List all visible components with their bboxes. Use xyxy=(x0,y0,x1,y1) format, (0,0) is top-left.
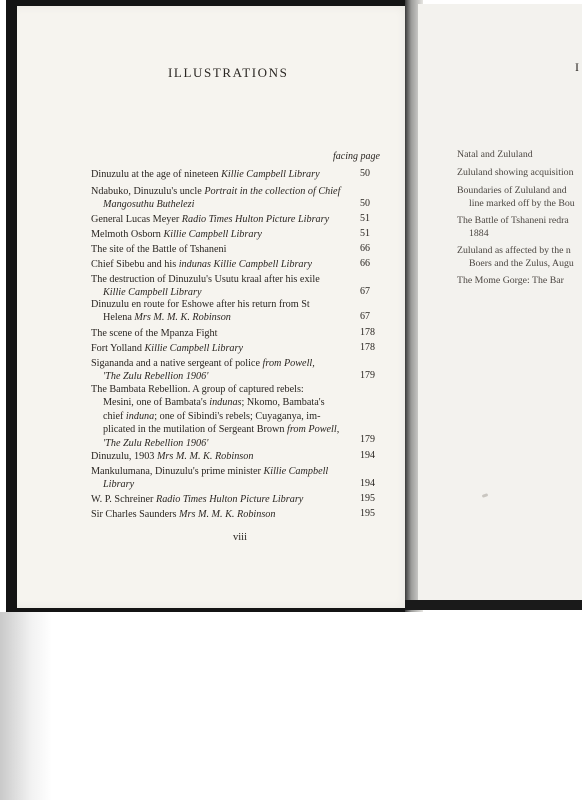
entry-text-line xyxy=(91,396,349,409)
entry-text-line xyxy=(91,311,349,324)
entry-text: ; one of Sibindi's rebels; Cuyaganya, im- xyxy=(154,410,321,422)
right-page xyxy=(418,4,582,604)
right-list-item xyxy=(457,166,582,179)
entry-text: Helena xyxy=(103,312,135,324)
page-number: 50 xyxy=(360,168,370,179)
entry-italic: indunas xyxy=(209,397,242,409)
right-list-item xyxy=(457,214,582,240)
right-list-item xyxy=(457,148,582,161)
list-item xyxy=(91,243,349,256)
entry-italic: Mrs M. M. K. Robinson xyxy=(179,509,276,520)
entry-italic: Killie Campbell Library xyxy=(163,229,262,240)
entry-text: Sir Charles Saunders xyxy=(91,509,179,520)
entry-text: The scene of the Mpanza Fight xyxy=(91,328,218,339)
page-number: 178 xyxy=(360,342,375,353)
entry-italic: Killie Campbell xyxy=(263,466,329,477)
entry-italic: 'The Zulu Rebellion 1906' xyxy=(103,437,209,449)
entry-text: Natal and Zululand xyxy=(457,149,533,160)
entry-italic: 'The Zulu Rebellion 1906' xyxy=(103,371,209,383)
entry-text-line: Boers and the Zulus, Augu xyxy=(469,258,574,269)
scan-edge-shadow xyxy=(0,612,52,800)
list-item xyxy=(91,213,349,226)
entry-text: Boundaries of Zululand and xyxy=(457,185,567,196)
list-item xyxy=(91,342,349,355)
right-list-item xyxy=(457,274,582,287)
entry-text-line xyxy=(91,423,349,436)
page-number: 67 xyxy=(360,311,370,322)
page-number: 51 xyxy=(360,213,370,224)
entry-italic: Killie Campbell Library xyxy=(221,169,320,180)
list-item xyxy=(91,493,349,506)
list-item xyxy=(91,185,349,212)
right-cover-edge xyxy=(405,600,582,610)
entry-italic: Portrait in the collection of Chief xyxy=(204,186,341,197)
entry-text: The Mome Gorge: The Bar xyxy=(457,275,564,286)
entry-text: The Battle of Tshaneni redra xyxy=(457,215,569,226)
entry-text: The site of the Battle of Tshaneni xyxy=(91,244,227,255)
right-list-item xyxy=(457,244,582,270)
list-item xyxy=(91,465,349,492)
list-item xyxy=(91,168,349,181)
entry-text: Mankulumana, Dinuzulu's prime minister xyxy=(91,466,264,477)
entry-text: Dinuzulu en route for Eshowe after his return from St xyxy=(91,299,310,310)
right-page-heading-fragment: I xyxy=(575,60,579,74)
entry-text: Chief Sibebu and his xyxy=(91,259,179,270)
entry-italic: Mangosuthu Buthelezi xyxy=(103,199,195,211)
entry-italic: Mrs M. M. K. Robinson xyxy=(134,312,231,324)
entry-text: W. P. Schreiner xyxy=(91,494,156,505)
entry-text: Zululand as affected by the n xyxy=(457,245,571,256)
entry-text-line xyxy=(91,478,349,491)
folio: viii xyxy=(233,532,248,543)
list-item xyxy=(91,228,349,241)
entry-text: ; Nkomo, Bambata's xyxy=(241,397,325,409)
entry-text-line xyxy=(91,437,349,450)
list-item-bambata xyxy=(91,383,349,450)
entry-text-line: 1884 xyxy=(469,228,489,239)
entry-text: Ndabuko, Dinuzulu's uncle xyxy=(91,186,205,197)
entry-italic: from Powell, xyxy=(287,424,340,436)
list-item xyxy=(91,357,349,384)
page-number: 195 xyxy=(360,508,375,519)
entry-text: Melmoth Osborn xyxy=(91,229,164,240)
entry-italic: Library xyxy=(103,479,135,491)
page-number: 194 xyxy=(360,450,375,461)
entry-text: General Lucas Meyer xyxy=(91,214,182,225)
entry-italic: induna xyxy=(125,410,155,422)
list-item xyxy=(91,298,349,325)
page-number: 194 xyxy=(360,478,375,489)
entry-text-line xyxy=(91,198,349,211)
entry-text: The Bambata Rebellion. A group of captured rebels: xyxy=(91,384,304,395)
entry-italic: Radio Times Hulton Picture Library xyxy=(155,494,304,505)
entry-text-line xyxy=(91,370,349,383)
page-number: 50 xyxy=(360,198,370,209)
entry-italic: from Powell, xyxy=(262,358,315,369)
page-number: 67 xyxy=(360,286,370,297)
entry-italic: indunas Killie Campbell Library xyxy=(178,259,313,270)
page-number: 179 xyxy=(360,434,375,445)
entry-italic: Killie Campbell Library xyxy=(144,343,243,354)
entry-text-line: line marked off by the Bou xyxy=(469,198,575,209)
facing-page-label: facing page xyxy=(333,151,380,162)
entry-text-line xyxy=(91,410,349,423)
page-number: 179 xyxy=(360,370,375,381)
page-number: 195 xyxy=(360,493,375,504)
list-item xyxy=(91,273,349,300)
entry-italic: Mrs M. M. K. Robinson xyxy=(156,451,254,462)
right-list-item xyxy=(457,184,582,210)
page-number: 51 xyxy=(360,228,370,239)
page-number: 66 xyxy=(360,258,370,269)
entry-text: The destruction of Dinuzulu's Usutu kraal after his exile xyxy=(91,274,320,285)
entry-text: Zululand showing acquisition xyxy=(457,167,574,178)
entry-text: Fort Yolland xyxy=(91,343,145,354)
list-item xyxy=(91,327,349,340)
entry-text: Dinuzulu, 1903 xyxy=(91,451,157,462)
list-item xyxy=(91,258,349,271)
entry-text: Dinuzulu at the age of nineteen xyxy=(91,169,222,180)
entry-text: Mesini, one of Bambata's xyxy=(103,397,210,409)
list-item xyxy=(91,450,349,463)
entry-italic: Radio Times Hulton Picture Library xyxy=(181,214,330,225)
entry-text: Sigananda and a native sergeant of police xyxy=(91,358,263,369)
page-heading: ILLUSTRATIONS xyxy=(168,65,289,80)
list-item xyxy=(91,508,349,521)
entry-italic: Killie Campbell Library xyxy=(103,287,202,299)
page-number: 178 xyxy=(360,327,375,338)
page-number: 66 xyxy=(360,243,370,254)
entry-text: plicated in the mutilation of Sergeant Brown xyxy=(103,424,287,436)
entry-text: chief xyxy=(103,410,126,422)
